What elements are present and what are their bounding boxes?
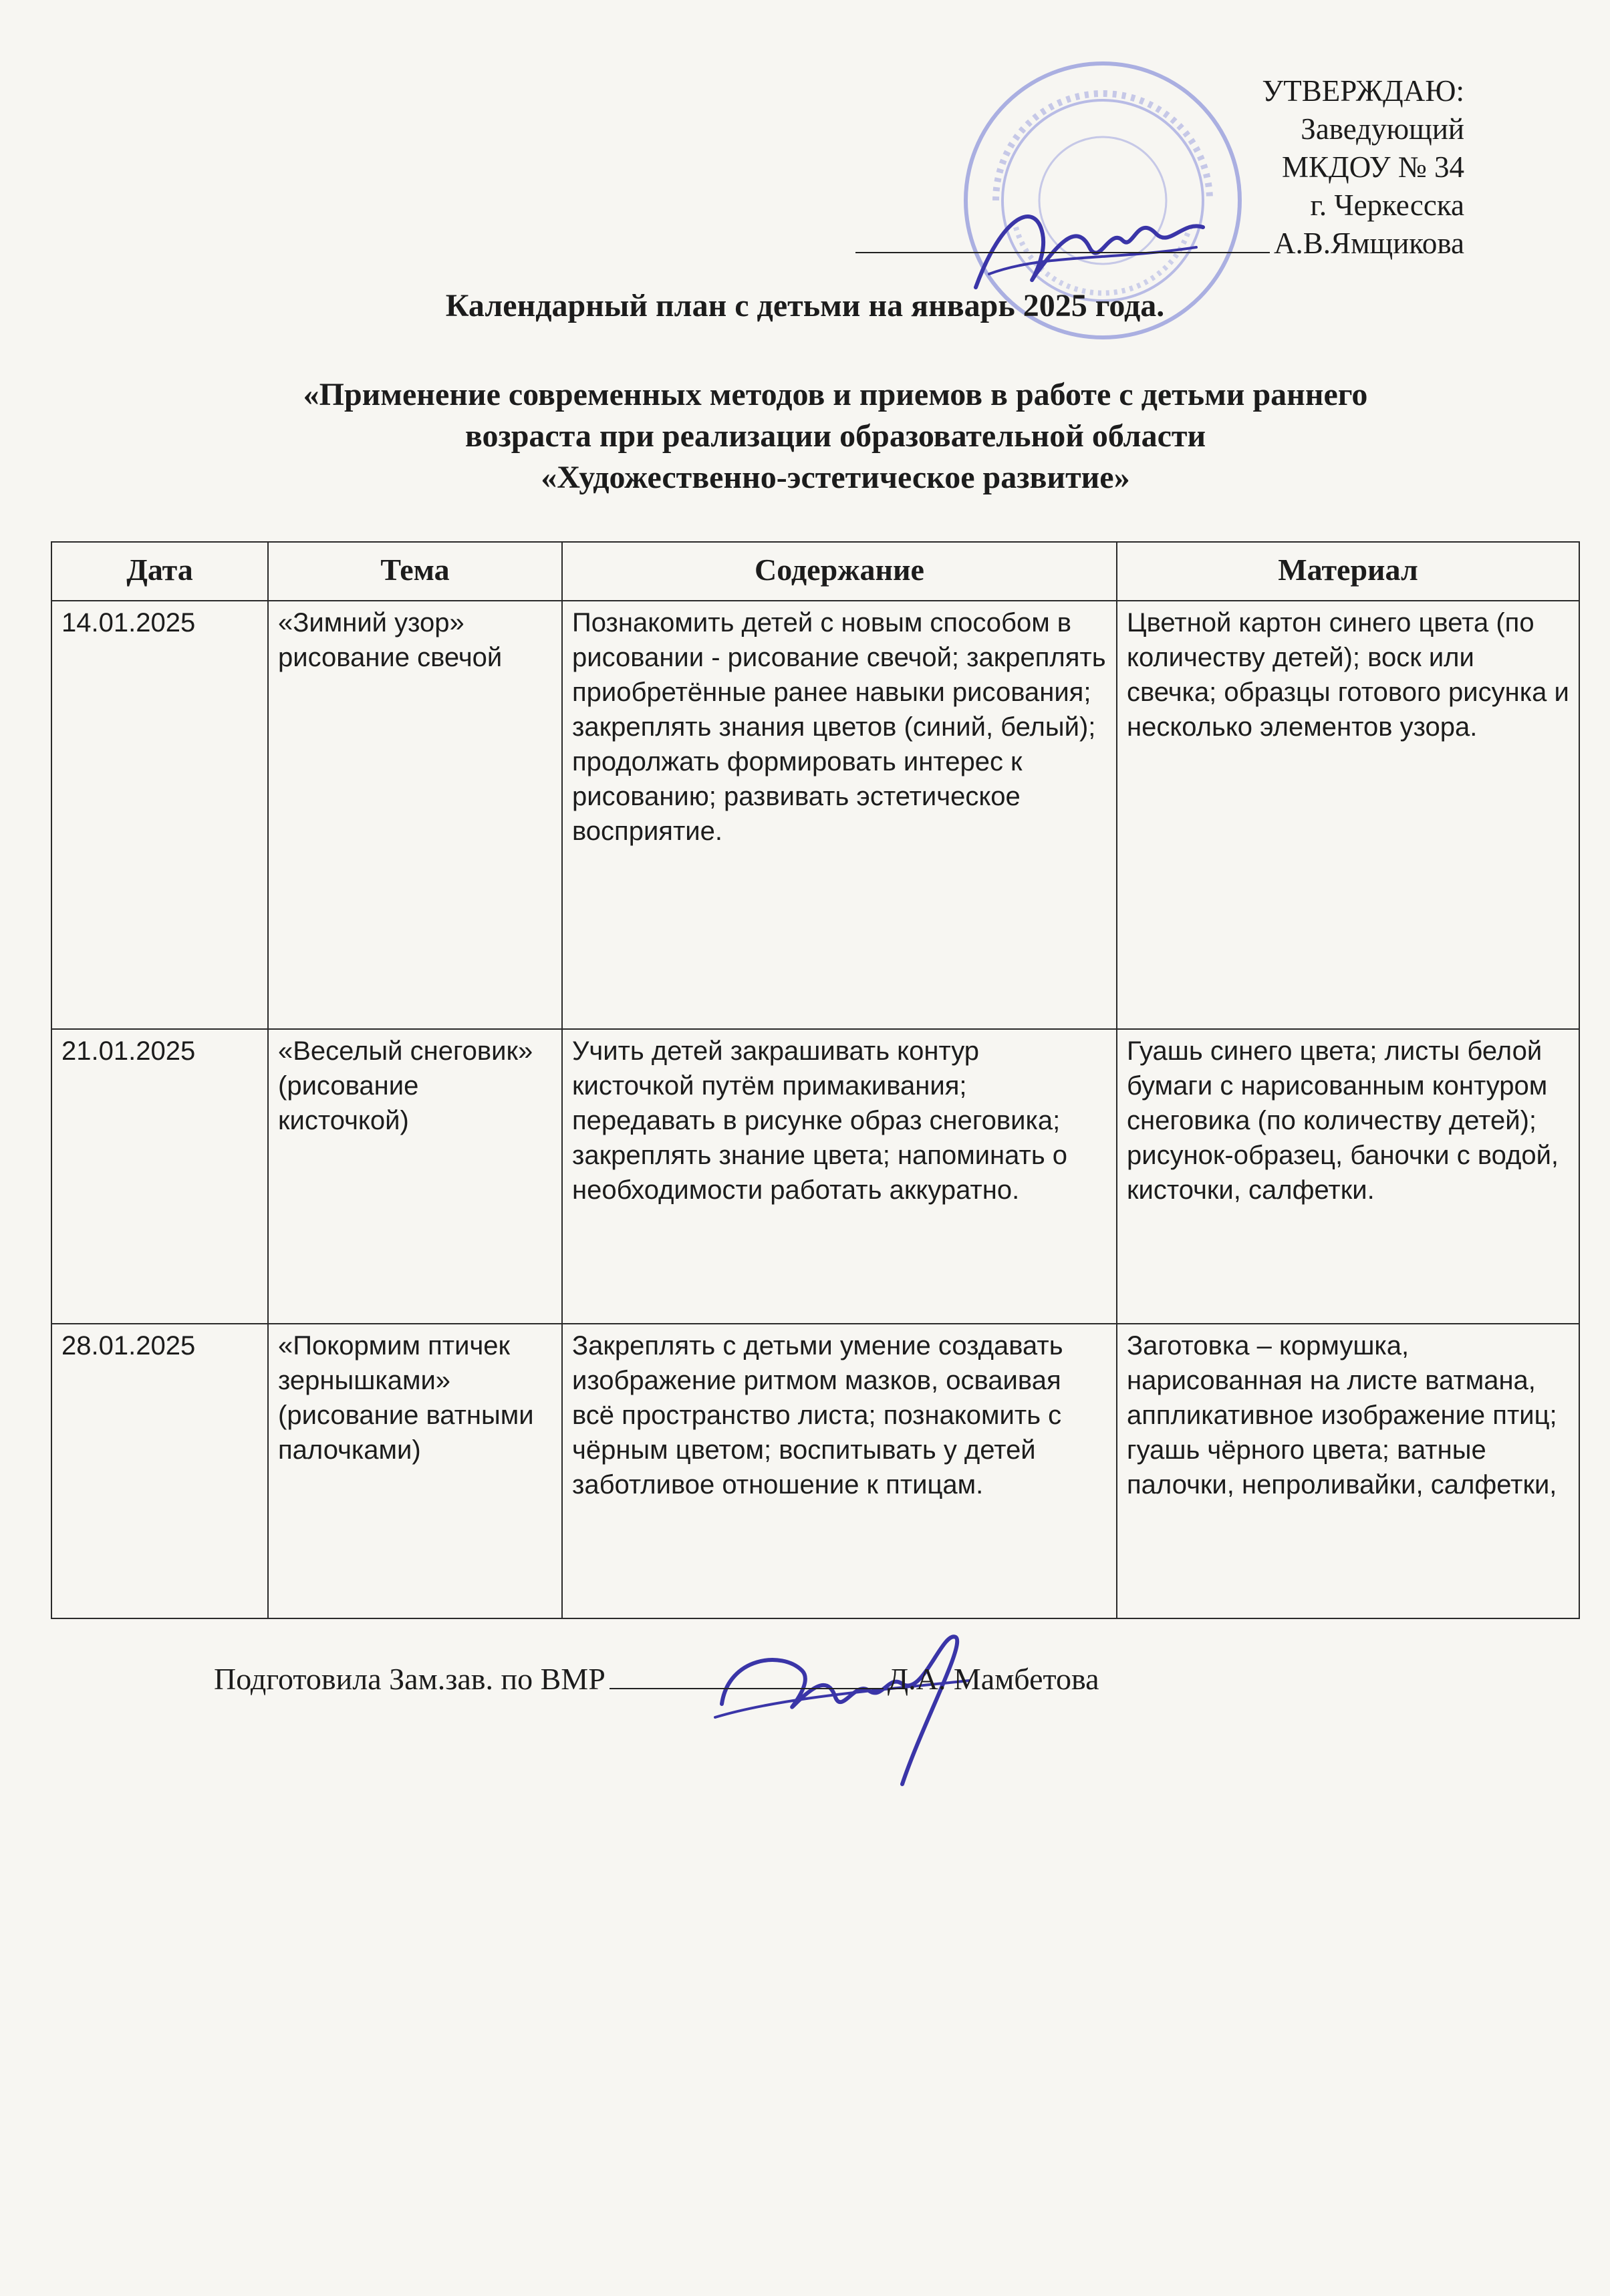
approval-name: А.В.Ямщикова [1274,227,1464,260]
signature-blank [855,252,1270,253]
cell-content: Познакомить детей с новым способом в рисовании - рисование свечой; закреплять приобретённые ранее навыки рисования; закреплять знания цветов (синий, белый); продолжать формировать интерес к рисованию; развивать эстетическое восприятие. [562,601,1117,1029]
header-date: Дата [51,542,268,601]
approval-block [855,72,1464,263]
cell-date: 28.01.2025 [51,1324,268,1618]
document-title: Календарный план с детьми на январь 2025 года. [445,288,1165,323]
table-header-row [51,542,1579,601]
header-material: Материал [1117,542,1579,601]
cell-topic: «Покормим птичек зернышками» (рисование ватными палочками) [268,1324,562,1618]
cell-material: Заготовка – кормушка, нарисованная на листе ватмана, аппликативное изображение птиц; гуашь чёрного цвета; ватные палочки, непроливайки, салфетки, [1117,1324,1579,1618]
cell-date: 14.01.2025 [51,601,268,1029]
approval-heading: УТВЕРЖДАЮ: [1262,74,1464,108]
prepared-by-label: Подготовила Зам.зав. по ВМР [214,1662,606,1696]
cell-topic: «Веселый снеговик» (рисование кисточкой) [268,1029,562,1324]
cell-material: Гуашь синего цвета; листы белой бумаги с нарисованным контуром снеговика (по количеству детей); рисунок-образец, баночки с водой, кисточки, салфетки. [1117,1029,1579,1324]
cell-date: 21.01.2025 [51,1029,268,1324]
approval-position: Заведующий [1301,112,1464,146]
approval-city: г. Черкесска [1310,188,1464,222]
preparer-signature [702,1617,982,1791]
document-subtitle [200,374,1470,498]
preparer-name: Д.А. Мамбетова [887,1662,1099,1696]
subtitle-line-3: «Художественно-эстетическое развитие» [541,460,1130,495]
header-topic: Тема [268,542,562,601]
plan-table [51,541,1580,1619]
signature-blank [610,1688,884,1689]
subtitle-line-2: возраста при реализации образовательной области [464,418,1206,454]
table-row [51,1324,1579,1618]
footer-line [214,1661,1099,1697]
table-row [51,601,1579,1029]
cell-material: Цветной картон синего цвета (по количеству детей); воск или свечка; образцы готового рисунка и несколько элементов узора. [1117,601,1579,1029]
table-row [51,1029,1579,1324]
approval-signature-line [855,225,1464,263]
approval-institution: МКДОУ № 34 [1282,150,1464,184]
cell-topic: «Зимний узор» рисование свечой [268,601,562,1029]
subtitle-line-1: «Применение современных методов и приемов в работе с детьми раннего [303,377,1368,412]
cell-content: Закреплять с детьми умение создавать изображение ритмом мазков, осваивая всё пространство листа; познакомить с чёрным цветом; воспитывать у детей заботливое отношение к птицам. [562,1324,1117,1618]
cell-content: Учить детей закрашивать контур кисточкой путём примакивания; передавать в рисунке образ снеговика; закреплять знание цвета; напоминать о необходимости работать аккуратно. [562,1029,1117,1324]
header-content: Содержание [562,542,1117,601]
